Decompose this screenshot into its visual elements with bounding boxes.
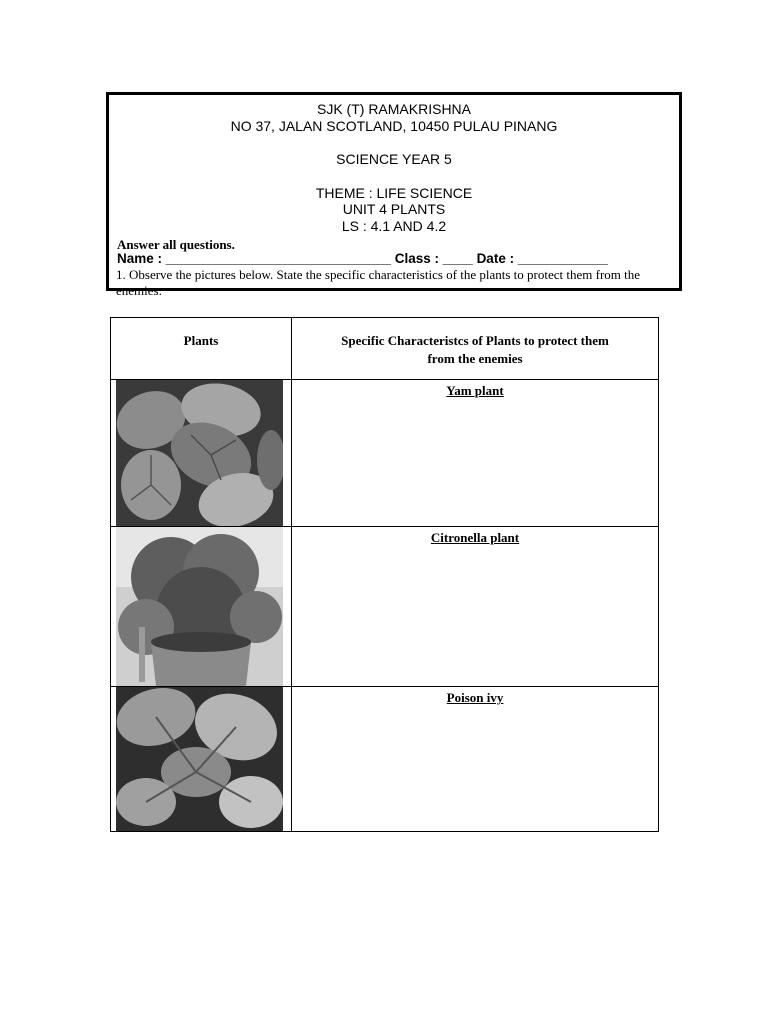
plants-table [110,317,659,832]
instruction-text: Answer all questions. [117,237,235,252]
plant-name-label: Poison ivy [446,690,504,705]
theme-title: THEME : LIFE SCIENCE [315,185,473,201]
characteristics-column-header [292,318,659,380]
characteristics-header-line1: Specific Characteristcs of Plants to protect them [341,333,609,348]
plant-name-label: Citronella plant [430,530,520,545]
plants-column-header: Plants [111,318,292,380]
worksheet-header [106,92,682,291]
subject-title: SCIENCE YEAR 5 [336,151,452,167]
school-name: SJK (T) RAMAKRISHNA [316,101,471,117]
table-row [111,527,659,687]
unit-title: UNIT 4 PLANTS [342,201,446,217]
table-row [111,687,659,832]
answer-cell[interactable] [292,687,659,832]
question-text: 1. Observe the pictures below. State the specific characteristics of the plants to protect them from the enemies. [116,267,641,298]
yam-plant-photo [111,380,283,526]
answer-cell[interactable] [292,527,659,687]
plant-name-label: Yam plant [446,383,504,398]
plant-picture-cell [111,380,292,527]
table-row [111,380,659,527]
plant-picture-cell [111,527,292,687]
characteristics-header-line2: from the enemies [427,351,523,366]
poison-ivy-photo [111,687,283,831]
answer-cell[interactable] [292,380,659,527]
citronella-plant-photo [111,527,283,686]
ls-title: LS : 4.1 AND 4.2 [341,218,447,234]
table-header-row [111,318,659,380]
name-class-date-line: Name : ______________________________ Class : ____ Date : ____________ [117,251,608,266]
plant-picture-cell [111,687,292,832]
school-address: NO 37, JALAN SCOTLAND, 10450 PULAU PINANG [230,118,558,134]
